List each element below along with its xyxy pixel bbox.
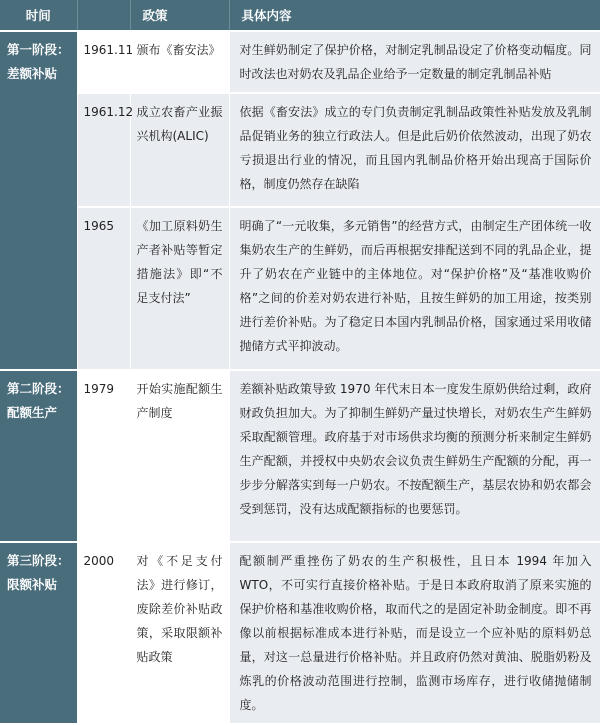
table-row [0,207,600,370]
table-row [0,93,600,207]
time-cell: 1979 [77,370,130,542]
header-blank [77,0,130,31]
time-cell: 1965 [77,207,130,370]
header-policy: 政策 [130,0,229,31]
time-cell: 1961.12 [77,93,130,207]
table-row [0,542,600,724]
header-time: 时间 [0,0,77,31]
policy-cell: 成立农畜产业振兴机构(ALIC) [130,93,229,207]
policy-cell: 颁布《畜安法》 [130,31,229,93]
phase-label: 第二阶段：配额生产 [0,370,77,542]
detail-cell: 配额制严重挫伤了奶农的生产积极性，且日本 1994 年加入 WTO，不可实行直接价格补贴。于是日本政府取消了原来实施的保护价格和基准收购价格，取而代之的是固定补助金制度。即不再像以前根据标准成本进行补贴，而是设立一个应补贴的原料奶总量，对这一总量进行价格补贴。并且政府仍然对黄油、脱脂奶粉及炼乳的价格波动范围进行控制，监测市场库存，进行收储抛储制度。 [229,542,600,724]
detail-cell: 对生鲜奶制定了保护价格，对制定乳制品设定了价格变动幅度。同时改法也对奶农及乳品企业给予一定数量的制定乳制品补贴 [229,31,600,93]
detail-cell: 依据《畜安法》成立的专门负责制定乳制品政策性补贴发放及乳制品促销业务的独立行政法人。但是此后奶价依然波动，出现了奶农亏损退出行业的情况，而且国内乳制品价格开始出现高于国际价格，制度仍然存在缺陷 [229,93,600,207]
time-cell: 1961.11 [77,31,130,93]
table-row [0,31,600,93]
header-row [0,0,600,31]
table-row [0,370,600,542]
detail-cell: 明确了“一元收集，多元销售”的经营方式，由制定生产团体统一收集奶农生产的生鲜奶，而后再根据安排配送到不同的乳品企业，提升了奶农在产业链中的主体地位。对“保护价格”及“基准收购价格”之间的价差对奶农进行补贴，且按生鲜奶的加工用途，按类别进行差价补贴。为了稳定日本国内乳制品价格，国家通过采用收储抛储方式平抑波动。 [229,207,600,370]
policy-cell: 《加工原料奶生产者补贴等暂定措施法》即“不足支付法” [130,207,229,370]
detail-cell: 差额补贴政策导致 1970 年代末日本一度发生原奶供给过剩，政府财政负担加大。为了抑制生鲜奶产量过快增长，对奶农生产生鲜奶采取配额管理。政府基于对市场供求均衡的预测分析来制定生鲜奶生产配额，并授权中央奶农会议负责生鲜奶生产配额的分配，再一步步分解落实到每一户奶农。不按配额生产，基层农协和奶农都会受到惩罚，没有达成配额指标的也要惩罚。 [229,370,600,542]
phase-label: 第三阶段：限额补贴 [0,542,77,724]
policy-cell: 开始实施配额生产制度 [130,370,229,542]
header-detail: 具体内容 [229,0,600,31]
time-cell: 2000 [77,542,130,724]
policy-cell: 对《不足支付法》进行修订，废除差价补贴政策，采取限额补贴政策 [130,542,229,724]
phase-label: 第一阶段：差额补贴 [0,31,77,370]
